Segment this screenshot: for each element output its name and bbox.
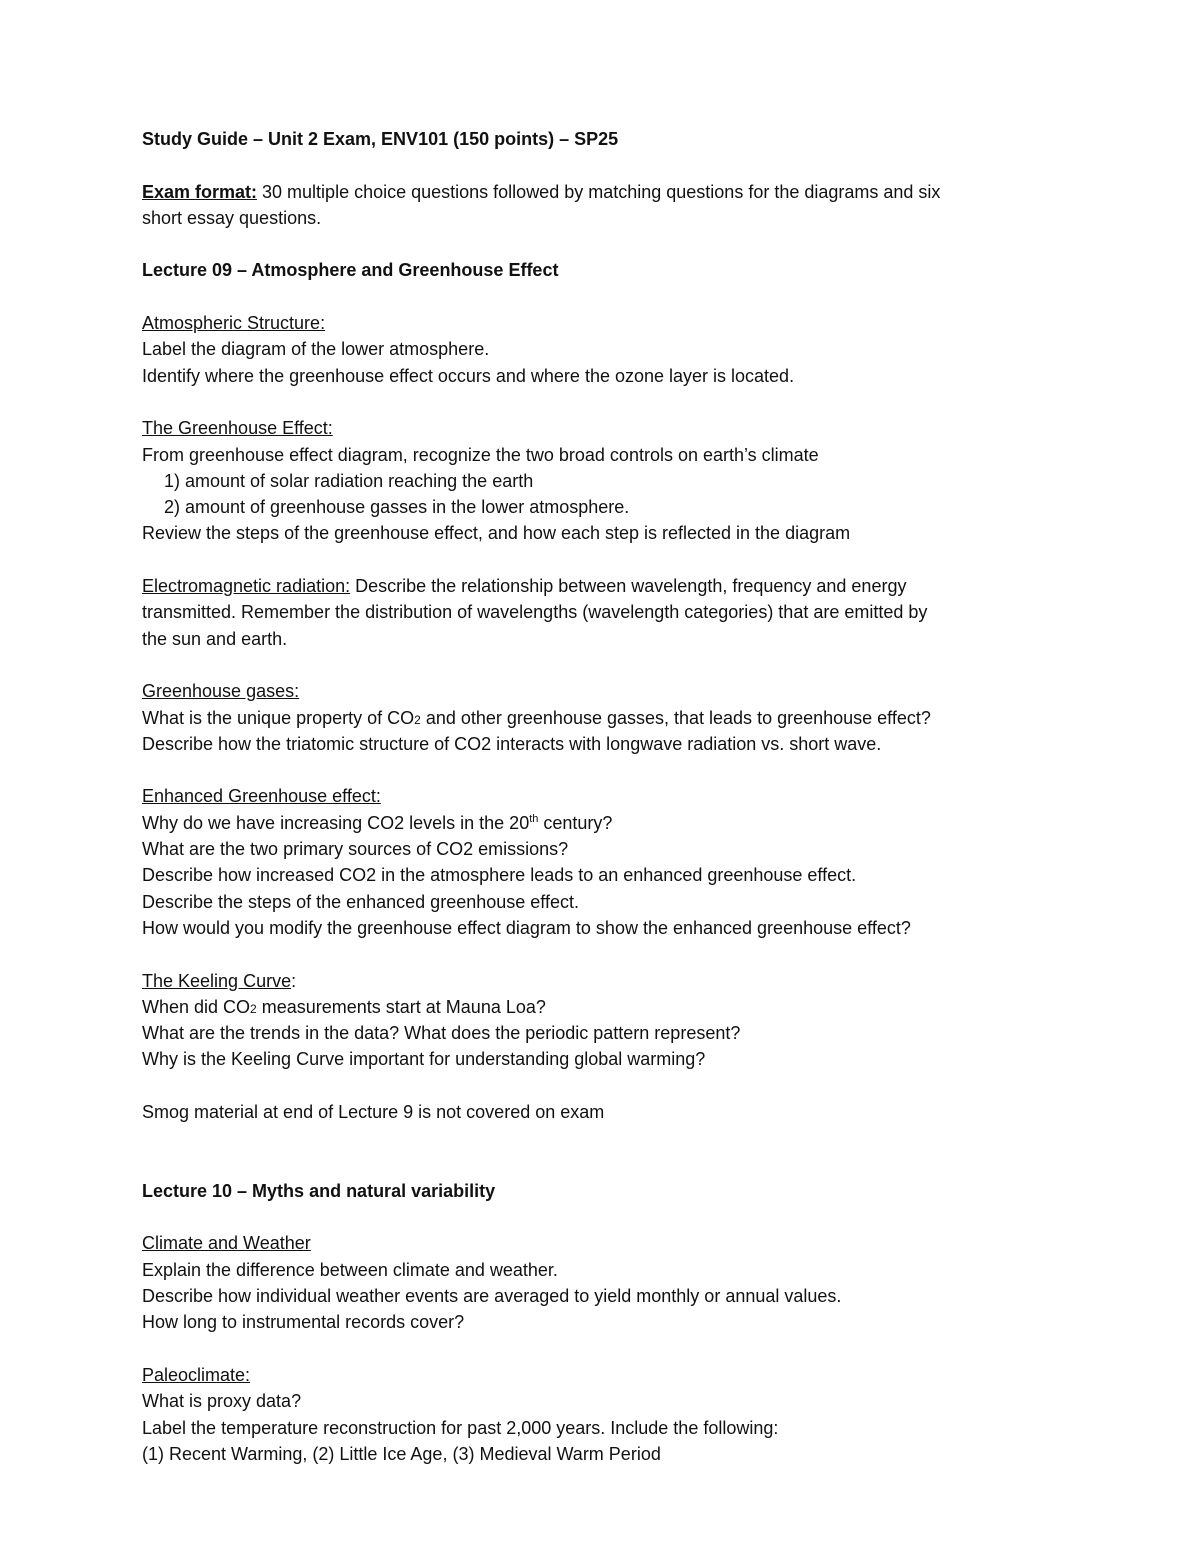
spacer xyxy=(142,941,1062,967)
text-run: measurements start at Mauna Loa? xyxy=(256,996,546,1017)
section-heading: The Greenhouse Effect: xyxy=(142,418,333,439)
section-atmospheric-structure xyxy=(142,310,1062,336)
list-item: 2) amount of greenhouse gasses in the lower atmosphere. xyxy=(164,497,630,518)
text-line xyxy=(142,705,1062,731)
spacer xyxy=(142,1152,1062,1178)
text-line: Describe how individual weather events are averaged to yield monthly or annual values. xyxy=(142,1286,842,1307)
section-keeling-curve xyxy=(142,968,1062,994)
subscript: 2 xyxy=(414,712,421,727)
text-line: Describe the steps of the enhanced greenhouse effect. xyxy=(142,891,579,912)
study-guide-content xyxy=(142,126,1062,1467)
text-line: transmitted. Remember the distribution of wavelengths (wavelength categories) that are emitted by xyxy=(142,602,928,623)
section-paleoclimate xyxy=(142,1362,1062,1388)
spacer xyxy=(142,1204,1062,1230)
section-greenhouse-gases xyxy=(142,678,1062,704)
text-line: Label the temperature reconstruction for past 2,000 years. Include the following: xyxy=(142,1417,779,1438)
text-line: Describe how increased CO2 in the atmosphere leads to an enhanced greenhouse effect. xyxy=(142,865,857,886)
text-line: (1) Recent Warming, (2) Little Ice Age, (3) Medieval Warm Period xyxy=(142,1443,661,1464)
text-line: What are the two primary sources of CO2 emissions? xyxy=(142,839,569,860)
text-line: Label the diagram of the lower atmosphere. xyxy=(142,339,490,360)
section-climate-weather xyxy=(142,1230,1062,1256)
spacer xyxy=(142,757,1062,783)
spacer xyxy=(142,1125,1062,1151)
text-run: and other greenhouse gasses, that leads to greenhouse effect? xyxy=(420,707,931,728)
text-line: Explain the difference between climate and weather. xyxy=(142,1259,558,1280)
text-line: the sun and earth. xyxy=(142,628,288,649)
exam-format-line-2: short essay questions. xyxy=(142,207,322,228)
spacer xyxy=(142,231,1062,257)
document-title: Study Guide – Unit 2 Exam, ENV101 (150 points) – SP25 xyxy=(142,129,619,149)
spacer xyxy=(142,547,1062,573)
section-enhanced-greenhouse xyxy=(142,783,1062,809)
section-heading: Paleoclimate: xyxy=(142,1364,251,1385)
spacer xyxy=(142,284,1062,310)
subscript: 2 xyxy=(250,1001,257,1016)
text-run: : xyxy=(291,970,297,991)
text-run: What is the unique property of CO xyxy=(142,707,415,728)
text-line: Describe how the triatomic structure of CO2 interacts with longwave radiation vs. short wave. xyxy=(142,733,882,754)
text-run: century? xyxy=(538,812,613,833)
text-line: Why is the Keeling Curve important for understanding global warming? xyxy=(142,1049,706,1070)
spacer xyxy=(142,652,1062,678)
superscript: th xyxy=(529,812,539,825)
spacer xyxy=(142,1073,1062,1099)
list-item: 1) amount of solar radiation reaching the earth xyxy=(164,470,534,491)
text-line: How long to instrumental records cover? xyxy=(142,1312,465,1333)
text-line: What is proxy data? xyxy=(142,1391,302,1412)
section-heading: Greenhouse gases: xyxy=(142,681,300,702)
section-heading: Enhanced Greenhouse effect: xyxy=(142,786,381,807)
text-line: How would you modify the greenhouse effect diagram to show the enhanced greenhouse effect? xyxy=(142,917,911,938)
section-heading: Atmospheric Structure: xyxy=(142,313,326,334)
text-run: Why do we have increasing CO2 levels in the 20 xyxy=(142,812,530,833)
spacer xyxy=(142,1336,1062,1362)
smog-note: Smog material at end of Lecture 9 is not covered on exam xyxy=(142,1101,605,1122)
text-line: Identify where the greenhouse effect occurs and where the ozone layer is located. xyxy=(142,365,795,386)
text-line: Review the steps of the greenhouse effect, and how each step is reflected in the diagram xyxy=(142,523,851,544)
section-em-radiation xyxy=(142,573,1062,599)
text-line xyxy=(142,810,1062,836)
spacer xyxy=(142,152,1062,178)
exam-format-line-1 xyxy=(142,179,1062,205)
text-line: From greenhouse effect diagram, recognize the two broad controls on earth’s climate xyxy=(142,444,819,465)
section-heading: Climate and Weather xyxy=(142,1233,311,1254)
text-run: When did CO xyxy=(142,996,251,1017)
spacer xyxy=(142,389,1062,415)
text-run: Describe the relationship between wavelength, frequency and energy xyxy=(350,576,907,597)
exam-format-label: Exam format: xyxy=(142,181,258,202)
text-line: What are the trends in the data? What does the periodic pattern represent? xyxy=(142,1023,741,1044)
section-greenhouse-effect xyxy=(142,415,1062,441)
exam-format-text: 30 multiple choice questions followed by matching questions for the diagrams and six xyxy=(257,181,941,202)
lecture-10-heading: Lecture 10 – Myths and natural variability xyxy=(142,1180,496,1201)
lecture-09-heading: Lecture 09 – Atmosphere and Greenhouse Effect xyxy=(142,260,559,281)
section-heading: Electromagnetic radiation: xyxy=(142,576,351,597)
section-heading: The Keeling Curve xyxy=(142,970,292,991)
text-line xyxy=(142,994,1062,1020)
